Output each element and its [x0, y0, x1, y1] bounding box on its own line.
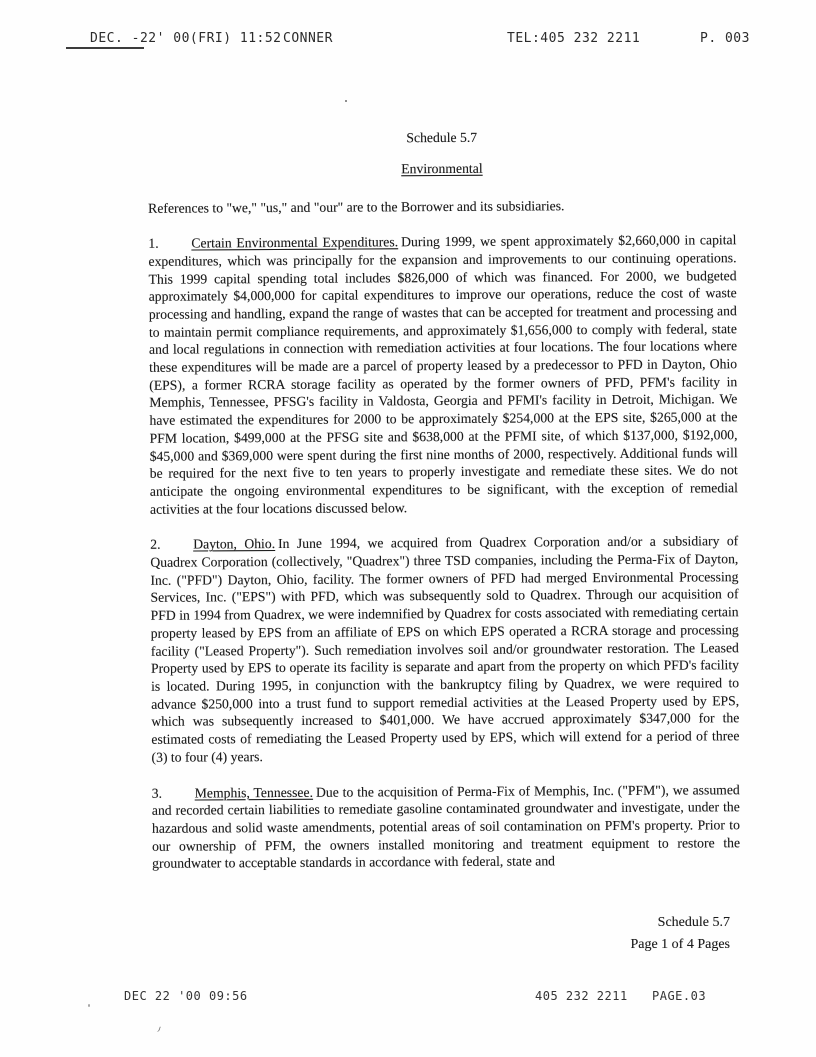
footer-page-label: Page 1 of 4 Pages [630, 936, 730, 952]
fax-footer-page-number: PAGE.03 [652, 989, 707, 1003]
paragraph-3 [152, 781, 741, 873]
section-title-row [148, 158, 736, 179]
paragraph-body: In June 1994, we acquired from Quadrex Corporation and/or a subsidiary of Quadrex Corporation (collectively, "Quadrex") three TSD companies, including the Perma-Fix of Dayton, Inc. ("PFD") Dayton, Ohio, facility. The former owners of PFD had merged Environmental Processing Services, Inc. ("EPS") with PFD, which was subsequently sold to Quadrex. Through our acquisition of PFD in 1994 from Quadrex, we were indemnified by Quadrex for costs associated with remediating certain property leased by EPS from an affiliate of EPS on which EPS operated a RCRA storage and processing facility ("Leased Property"). Such remediation involves soil and/or groundwater restoration. The Leased Property used by EPS to operate its facility is separate and apart from the property on which PFD's facility is located. During 1995, in conjunction with the bankruptcy filing by Quadrex, we were required to advance $250,000 into a trust fund to support remedial activities at the Leased Property used by EPS, which was subsequently increased to $401,000. We have accrued approximately $347,000 for the estimated costs of remediating the Leased Property used by EPS, which will extend for a period of three (3) to four (4) years. [150, 533, 740, 765]
paragraph-number: 2. [150, 537, 161, 553]
paragraph-body: During 1999, we spent approximately $2,660,000 in capital expenditures, which was principally for the expansion and improvements to our continuing operations. This 1999 capital spending total includes $826,000 of which was financed. For 2000, we budgeted approximately $4,000,000 for capital expenditures to improve our operations, reduce the cost of waste processing and handling, expand the range of wastes that can be accepted for treatment and processing and to maintain permit compliance requirements, and approximately $1,656,000 to comply with federal, state and local regulations in connection with remediation activities at four locations. The four locations where these expenditures will be made are a parcel of property leased by a predecessor to PFD in Dayton, Ohio (EPS), a former RCRA storage facility as operated by the former owners of PFD, PFM's facility in Memphis, Tennessee, PFSG's facility in Valdosta, Georgia and PFMI's facility in Detroit, Michigan. We have estimated the expenditures for 2000 to be approximately $254,000 at the EPS site, $265,000 at the PFM location, $499,000 at the PFSG site and $638,000 at the PFMI site, of which $137,000, $192,000, $45,000 and $369,000 were spent during the first nine months of 2000, respectively. Additional funds will be required for the next five to ten years to properly investigate and remediate these sites. We do not anticipate the ongoing environmental expenditures to be significant, with the exception of remedial activities at the four locations discussed below. [148, 232, 738, 517]
footer-schedule-label: Schedule 5.7 [657, 915, 730, 930]
paragraph-heading: Certain Environmental Expenditures. [191, 234, 399, 251]
fax-header-datetime: DEC. -22' 00(FRI) 11:52 [90, 31, 282, 46]
schedule-title: Schedule 5.7 [406, 129, 478, 146]
scan-artifact-mark [155, 1026, 161, 1033]
fax-header-tel: TEL:405 232 2211 [507, 31, 641, 46]
intro-text: References to "we," "us," and "our" are to the Borrower and its subsidiaries. [148, 198, 565, 217]
fax-header-sender: CONNER [283, 31, 333, 46]
header-underline [66, 47, 144, 49]
paragraph-2 [150, 533, 739, 767]
paragraph-number: 3. [151, 785, 163, 801]
paragraph-body: Due to the acquisition of Perma-Fix of Memphis, Inc. ("PFM"), we assumed and recorded certain liabilities to remediate gasoline contaminated groundwater and investigate, under the hazardous and solid waste amendments, potential areas of soil contamination on PFM's property. Prior to our ownership of PFM, the owners installed monitoring and treatment equipment to restore the groundwater to acceptable standards in accordance with federal, state and [151, 781, 741, 872]
scan-artifact-dot [88, 1004, 90, 1007]
page-footer [630, 912, 730, 955]
fax-header-page-number: P. 003 [700, 31, 750, 46]
paragraph-number: 1. [148, 235, 159, 251]
scan-artifact-dot [345, 100, 347, 102]
section-title: Environmental [401, 160, 483, 176]
fax-footer-datetime: DEC 22 '00 09:56 [124, 989, 248, 1003]
document-body [148, 127, 741, 891]
paragraph-heading: Memphis, Tennessee. [194, 784, 314, 801]
fax-footer-tel: 405 232 2211 [535, 989, 628, 1003]
paragraph-heading: Dayton, Ohio. [193, 536, 276, 552]
paragraph-1 [148, 231, 738, 518]
